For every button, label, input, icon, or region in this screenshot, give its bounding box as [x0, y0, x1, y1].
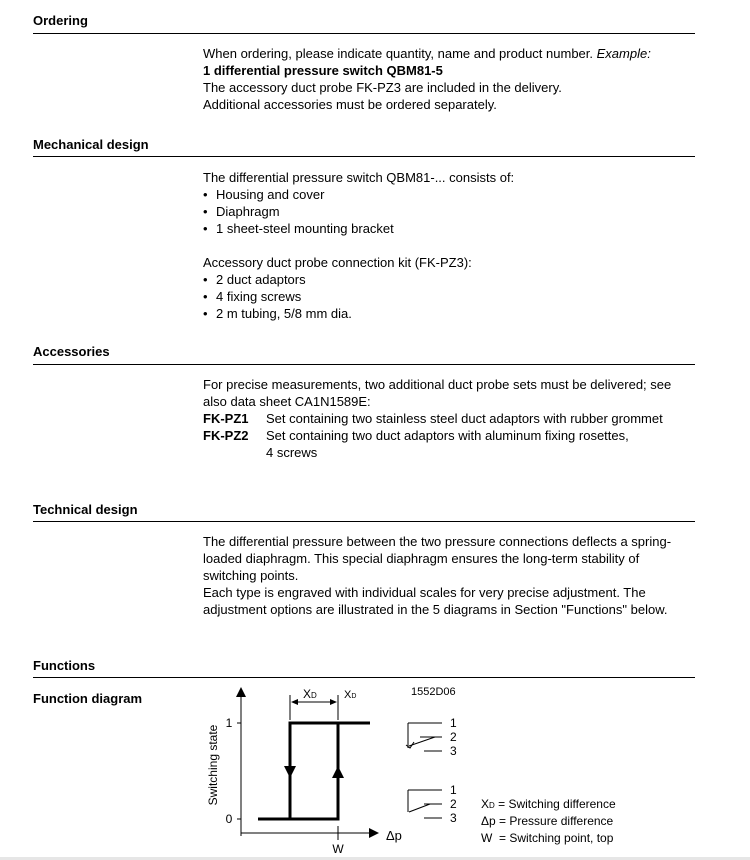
legend-entry: XD = Switching difference [481, 797, 616, 811]
w-label: W [332, 842, 344, 856]
ordering-line-3: The accessory duct probe FK-PZ3 are included in the delivery. [203, 80, 562, 95]
xd-label-main: XD [303, 687, 317, 701]
accessory-description: Set containing two stainless steel duct adaptors with rubber grommet [266, 411, 663, 426]
ordering-line-4: Additional accessories must be ordered separately. [203, 97, 497, 112]
functions-heading: Functions [33, 658, 96, 673]
svg-text:2: 2 [450, 730, 457, 744]
svg-text:3: 3 [450, 811, 457, 825]
ordering-line-2: 1 differential pressure switch QBM81-5 [203, 63, 443, 78]
up-arrow [332, 766, 344, 778]
x-axis-arrowhead [369, 828, 379, 838]
list-item: • 4 fixing screws [203, 288, 695, 305]
drawing-number: 1552D06 [411, 686, 456, 698]
switch-symbol-upper [406, 716, 457, 758]
legend [481, 797, 616, 845]
list-item: • Diaphragm [203, 203, 695, 220]
xd-arrow-left [291, 699, 298, 705]
hysteresis-loop [258, 723, 370, 819]
technical-para-1: The differential pressure between the two pressure connections deflects a spring-loaded diaphragm. This special diaphragm ensures the long-term stability of switching points. [203, 534, 672, 583]
accessories-heading: Accessories [33, 344, 110, 359]
accessory-code: FK-PZ1 [203, 411, 249, 426]
svg-text:3: 3 [450, 744, 457, 758]
accessory-description: Set containing two duct adaptors with aluminum fixing rosettes, 4 screws [266, 428, 629, 460]
list-item: • 1 sheet-steel mounting bracket [203, 220, 695, 237]
switch-symbol-lower [408, 783, 457, 825]
svg-text:1: 1 [450, 783, 457, 797]
legend-entry: W = Switching point, top [481, 831, 614, 845]
technical-para-2: Each type is engraved with individual scales for very precise adjustment. The adjustment options are illustrated in the 5 diagrams in Section "Functions" below. [203, 585, 668, 617]
function-diagram-heading: Function diagram [33, 691, 143, 706]
x-axis-label: Δp [386, 828, 402, 843]
list-item: • 2 duct adaptors [203, 271, 695, 288]
legend-entry: Δp = Pressure difference [481, 814, 614, 828]
down-arrow [284, 766, 296, 778]
accessories-intro: For precise measurements, two additional duct probe sets must be delivered; see also data sheet CA1N1589E: [203, 377, 672, 409]
svg-text:2: 2 [450, 797, 457, 811]
mechanical-intro: The differential pressure switch QBM81-... consists of: [203, 170, 515, 185]
xd-arrow-right [330, 699, 337, 705]
xd-label-side: XD [344, 689, 357, 701]
mechanical-heading: Mechanical design [33, 137, 149, 152]
state-low-label: 0 [225, 812, 233, 826]
state-high-label: 1 [225, 716, 233, 730]
y-axis-label: Switching state [206, 724, 220, 806]
mechanical-kit-intro: Accessory duct probe connection kit (FK-PZ3): [203, 255, 472, 270]
svg-text:1: 1 [450, 716, 457, 730]
ordering-heading: Ordering [33, 13, 88, 28]
list-item: • 2 m tubing, 5/8 mm dia. [203, 305, 695, 322]
y-axis-arrowhead [236, 687, 246, 697]
ordering-example: Example: [596, 46, 651, 61]
accessory-code: FK-PZ2 [203, 428, 249, 443]
ordering-line-1: When ordering, please indicate quantity, name and product number. Example: [203, 46, 651, 61]
list-item: • Housing and cover [203, 186, 695, 203]
technical-heading: Technical design [33, 502, 138, 517]
